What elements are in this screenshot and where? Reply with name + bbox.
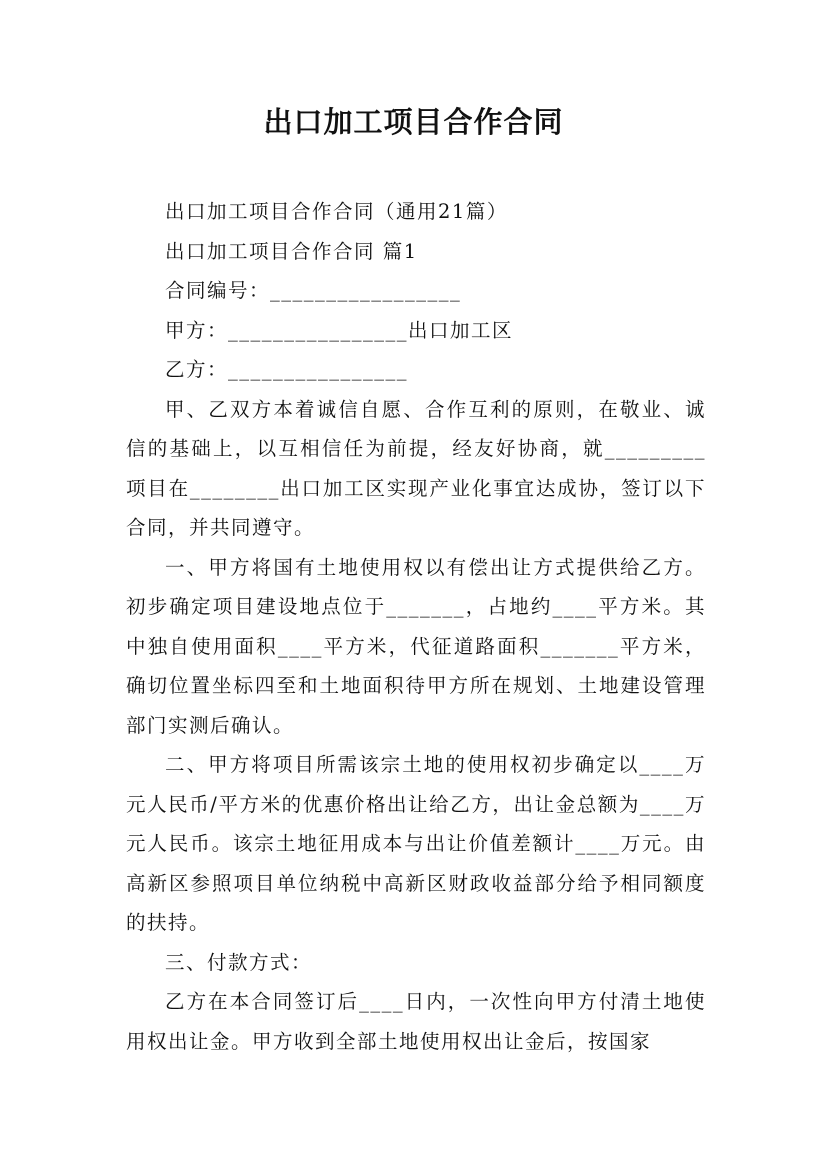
paragraph-clause-3-heading: 三、付款方式： (165, 950, 313, 974)
paragraph-clause-3-body: 乙方在本合同签订后____日内，一次性向甲方付清土地使用权出让金。甲方收到全部土地使用权出让金后，按国家 (126, 990, 706, 1053)
document-title: 出口加工项目合作合同 (263, 105, 564, 139)
document-body (126, 192, 706, 1061)
paragraph-contract-number: 合同编号：_________________ (165, 279, 462, 302)
paragraph-clause-2: 二、甲方将项目所需该宗土地的使用权初步确定以____万元人民币/平方米的优惠价格出让给乙方，出让金总额为____万元人民币。该宗土地征用成本与出让价值差额计____万元。由高新区参照项目单位纳税中高新区财政收益部分给予相同额度的扶持。 (126, 753, 706, 934)
paragraph-party-a: 甲方：________________出口加工区 (165, 318, 514, 342)
paragraph-article-title: 出口加工项目合作合同 篇1 (165, 239, 418, 263)
paragraph-heading: 出口加工项目合作合同（通用21篇） (165, 200, 508, 223)
paragraph-party-b: 乙方：________________ (165, 358, 409, 381)
paragraph-clause-1: 一、甲方将国有土地使用权以有偿出让方式提供给乙方。初步确定项目建设地点位于_______，占地约____平方米。其中独自使用面积____平方米，代征道路面积_______平方米，确切位置坐标四至和土地面积待甲方所在规划、土地建设管理部门实测后确认。 (126, 555, 706, 737)
paragraph-preamble: 甲、乙双方本着诚信自愿、合作互利的原则，在敬业、诚信的基础上，以互相信任为前提，经友好协商，就_________项目在________出口加工区实现产业化事宜达成协，签订以下合同，并共同遵守。 (126, 397, 706, 539)
